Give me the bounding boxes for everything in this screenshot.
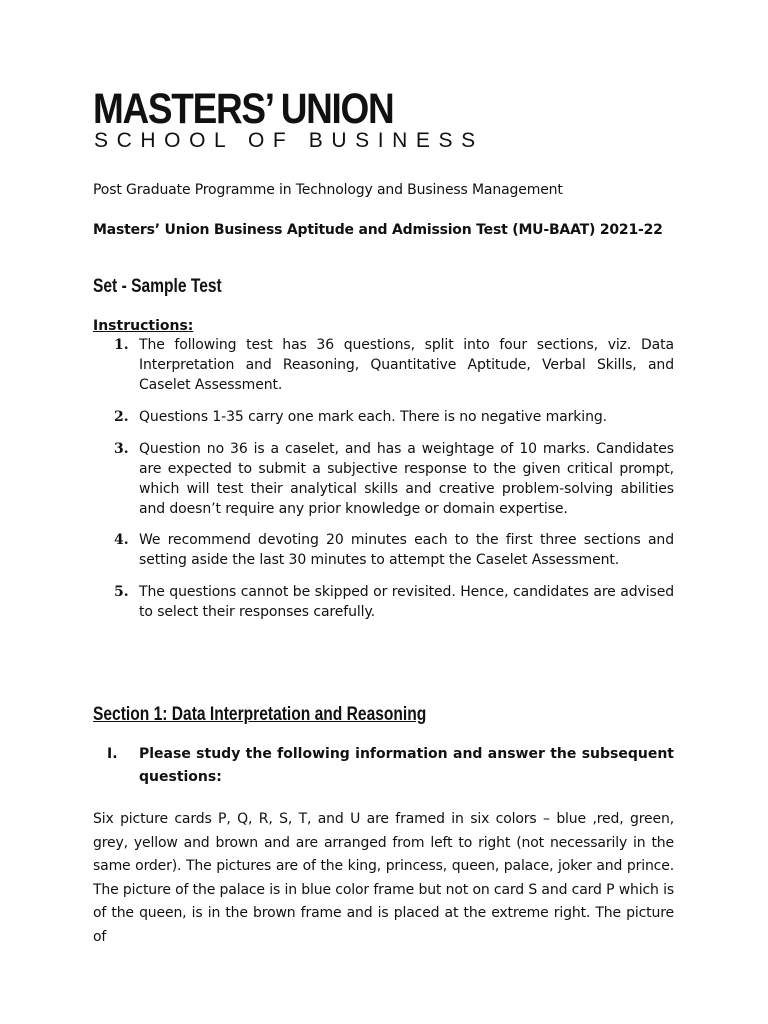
instruction-text: Question no 36 is a caselet, and has a weightage of 10 marks. Candidates are expected to submit a subjective response to the given critical prompt, which will test their analytical skills and creative problem-solving abilities and doesn’t require any prior knowledge or domain expertise. (139, 441, 674, 517)
instruction-number: 5. (114, 584, 129, 600)
logo-subtitle: SCHOOL OF BUSINESS (94, 129, 484, 152)
instruction-number: 2. (114, 409, 129, 425)
instruction-text: Questions 1-35 carry one mark each. There is no negative marking. (139, 409, 607, 425)
question-number: I. (107, 746, 118, 762)
logo-title: MASTERS’ UNION (93, 85, 394, 133)
instructions-heading: Instructions: (93, 318, 194, 334)
question-paragraph: Six picture cards P, Q, R, S, T, and U are framed in six colors – blue ,red, green, grey, yellow and brown and are arranged from left to right (not necessarily in the same order). The pictures are of the king, princess, queen, palace, joker and prince. The picture of the palace is in blue color frame but not on card S and card P which is of the queen, is in the brown frame and is placed at the extreme right. The picture of (93, 811, 674, 945)
instruction-number: 1. (114, 337, 129, 353)
instruction-text: The following test has 36 questions, split into four sections, viz. Data Interpretation and Reasoning, Quantitative Aptitude, Verbal Skills, and Caselet Assessment. (139, 337, 674, 393)
set-title: Set - Sample Test (93, 276, 222, 297)
instruction-number: 4. (114, 532, 129, 548)
test-title: Masters’ Union Business Aptitude and Admission Test (MU-BAAT) 2021-22 (93, 222, 663, 238)
instruction-text: We recommend devoting 20 minutes each to the first three sections and setting aside the last 30 minutes to attempt the Caselet Assessment. (139, 532, 674, 568)
programme-title: Post Graduate Programme in Technology and Business Management (93, 182, 563, 198)
section-title: Section 1: Data Interpretation and Reasoning (93, 704, 427, 725)
instruction-number: 3. (114, 441, 129, 457)
instruction-text: The questions cannot be skipped or revisited. Hence, candidates are advised to select their responses carefully. (139, 584, 674, 620)
question-text: Please study the following information and answer the subsequent questions: (139, 746, 674, 785)
